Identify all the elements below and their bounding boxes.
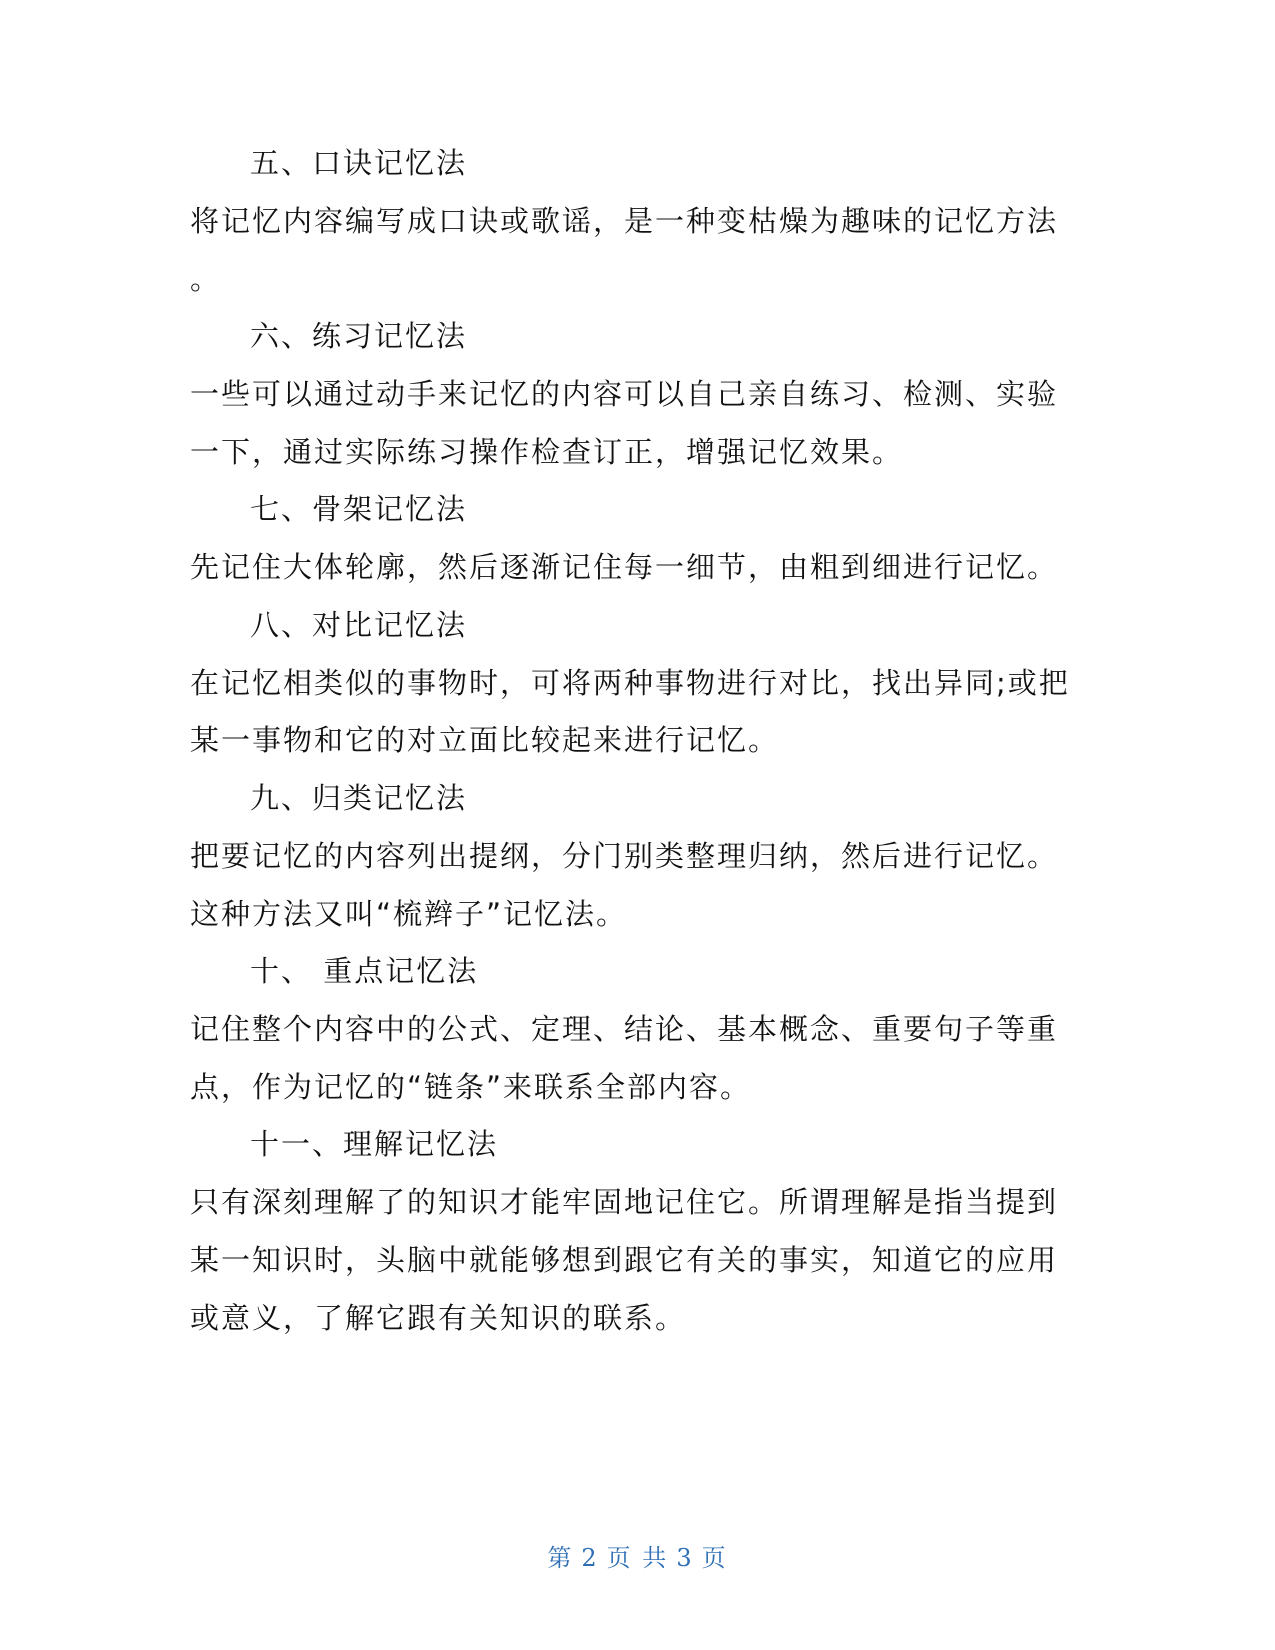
paragraph-line: 只有深刻理解了的知识才能牢固地记住它。所谓理解是指当提到 (190, 1185, 1059, 1219)
section-heading: 九、归类记忆法 (250, 781, 468, 815)
section-heading: 五、口诀记忆法 (250, 146, 468, 180)
footer-total-pages: 3 (676, 1544, 694, 1572)
section-heading: 十、 重点记忆法 (250, 954, 479, 988)
paragraph-line: 一些可以通过动手来记忆的内容可以自己亲自练习、检测、实验 (190, 377, 1059, 411)
paragraph-line: 某一事物和它的对立面比较起来进行记忆。 (190, 723, 780, 757)
footer-prefix: 第 (547, 1544, 574, 1572)
section-heading: 六、练习记忆法 (250, 319, 468, 353)
footer-page-number: 2 (581, 1544, 599, 1572)
paragraph-line: 这种方法又叫“梳辫子”记忆法。 (190, 897, 628, 931)
section-heading: 七、骨架记忆法 (250, 492, 468, 526)
paragraph-line: 。 (190, 262, 222, 296)
paragraph-line: 或意义，了解它跟有关知识的联系。 (190, 1301, 687, 1335)
paragraph-line: 把要记忆的内容列出提纲，分门别类整理归纳，然后进行记忆。 (190, 839, 1059, 873)
section-heading: 十一、理解记忆法 (250, 1127, 499, 1161)
paragraph-line: 某一知识时，头脑中就能够想到跟它有关的事实，知道它的应用 (190, 1243, 1059, 1277)
page-footer (0, 1538, 1275, 1573)
paragraph-line: 将记忆内容编写成口诀或歌谣，是一种变枯燥为趣味的记忆方法 (190, 204, 1059, 238)
paragraph-line: 记住整个内容中的公式、定理、结论、基本概念、重要句子等重 (190, 1012, 1059, 1046)
footer-middle: 页 共 (606, 1544, 669, 1572)
section-heading: 八、对比记忆法 (250, 608, 468, 642)
paragraph-line: 点，作为记忆的“链条”来联系全部内容。 (190, 1070, 752, 1104)
paragraph-line: 先记住大体轮廓，然后逐渐记住每一细节，由粗到细进行记忆。 (190, 550, 1059, 584)
paragraph-line: 一下，通过实际练习操作检查订正，增强记忆效果。 (190, 435, 904, 469)
paragraph-line: 在记忆相类似的事物时，可将两种事物进行对比，找出异同;或把 (190, 666, 1070, 700)
footer-suffix: 页 (701, 1544, 728, 1572)
